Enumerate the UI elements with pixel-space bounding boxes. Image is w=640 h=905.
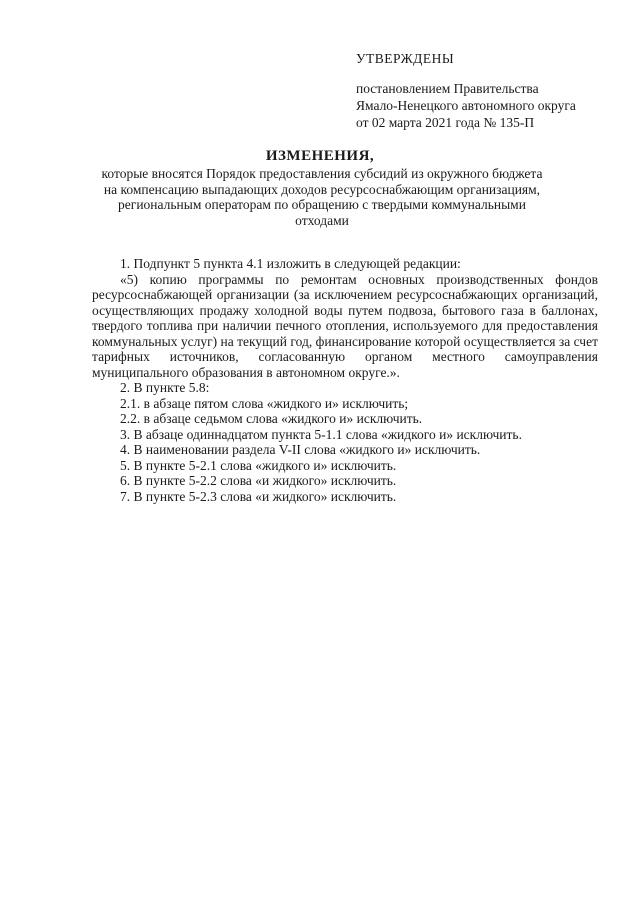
approval-line-2: Ямало-Ненецкого автономного округа xyxy=(356,98,576,113)
document-subtitle xyxy=(80,166,564,228)
item-5: 5. В пункте 5-2.1 слова «жидкого и» исключить. xyxy=(120,457,397,473)
item-7: 7. В пункте 5-2.3 слова «и жидкого» исключить. xyxy=(120,488,397,504)
subtitle-line-3: региональным операторам по обращению с твердыми коммунальными xyxy=(118,197,526,212)
item-1: 1. Подпункт 5 пункта 4.1 изложить в следующей редакции: xyxy=(120,256,461,271)
approval-heading: УТВЕРЖДЕНЫ xyxy=(356,51,455,66)
document-title: ИЗМЕНЕНИЯ, xyxy=(265,148,375,164)
subtitle-line-1: которые вносятся Порядок предоставления субсидий из окружного бюджета xyxy=(101,166,543,181)
approval-block xyxy=(356,50,576,131)
item-6: 6. В пункте 5-2.2 слова «и жидкого» исключить. xyxy=(120,473,397,488)
item-2-2: 2.2. в абзаце седьмом слова «жидкого и» исключить. xyxy=(120,411,423,426)
item-4: 4. В наименовании раздела V-II слова «жидкого и» исключить. xyxy=(120,442,481,457)
approval-line-1: постановлением Правительства xyxy=(356,81,539,96)
item-3: 3. В абзаце одиннадцатом пункта 5-1.1 слова «жидкого и» исключить. xyxy=(120,426,522,442)
subtitle-line-2: на компенсацию выпадающих доходов ресурсоснабжающим организациям, xyxy=(103,181,541,197)
item-2-1: 2.1. в абзаце пятом слова «жидкого и» исключить; xyxy=(120,395,409,411)
item-2: 2. В пункте 5.8: xyxy=(120,380,210,395)
approval-line-3: от 02 марта 2021 года № 135-П xyxy=(356,115,535,130)
document-body xyxy=(92,256,598,504)
subtitle-line-4: отходами xyxy=(295,212,349,228)
item-1-quote: «5) копию программы по ремонтам основных производственных фондов ресурсоснабжающей организации (за исключением ресурсоснабжающих организаций, осуществляющих продажу холодной воды путем подвоза, бытового газа в баллонах, твердого топлива при наличии печного отопления, используемого для предоставления коммунальных услуг) на текущий год, финансирование которой осуществляется за счет тарифных источников, согласованную органом местного самоуправления муниципального образования в автономном округе.». xyxy=(92,271,598,380)
